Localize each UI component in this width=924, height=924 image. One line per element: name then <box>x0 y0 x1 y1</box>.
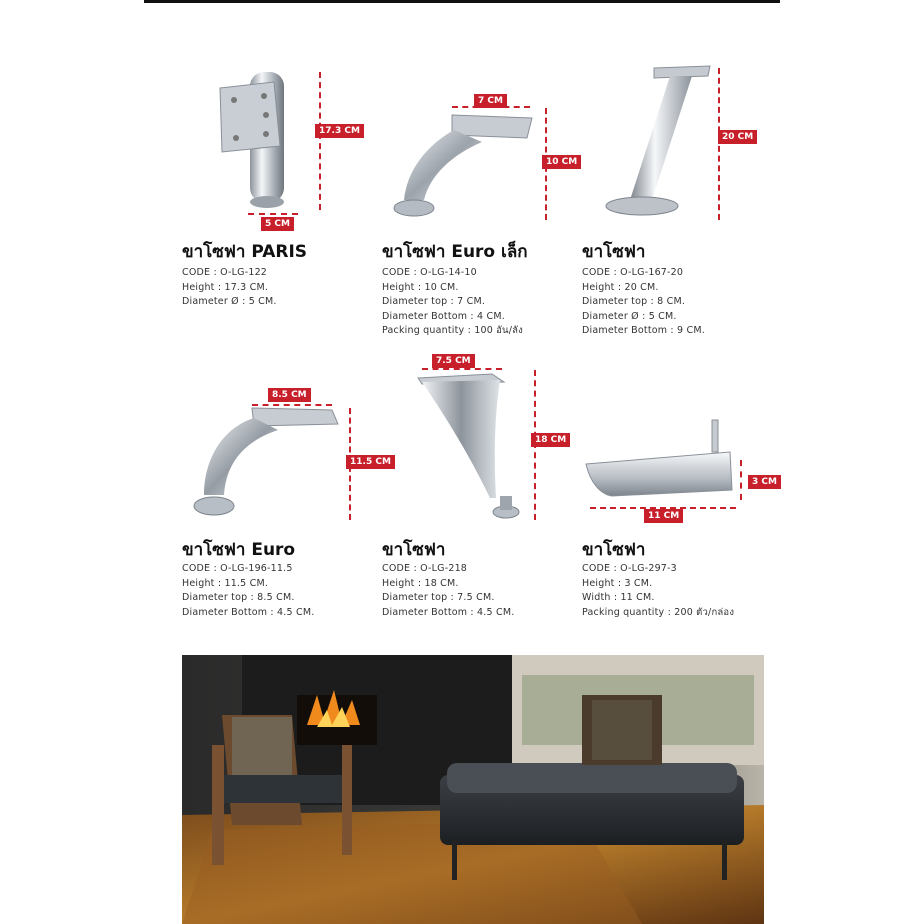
product-card-euro <box>182 360 391 690</box>
product-card-lg-167 <box>582 60 782 390</box>
spec-line: Diameter top : 7 CM. <box>382 296 486 307</box>
height-dimension-tag: 20 CM <box>718 130 757 144</box>
product-image-lg-167 <box>582 60 782 230</box>
product-image-lg-297 <box>582 360 782 530</box>
top-rule <box>144 0 780 3</box>
width-dimension-line <box>252 404 332 406</box>
living-room-photo <box>182 655 764 924</box>
width-dimension-tag: 7.5 CM <box>432 354 475 368</box>
spec-line: Diameter Bottom : 4 CM. <box>382 310 505 322</box>
product-specs <box>182 266 277 310</box>
spec-line: Packing quantity : 200 ตัว/กล่อง <box>582 606 735 618</box>
product-card-paris <box>182 60 382 390</box>
product-image-euro-small <box>382 60 582 230</box>
spec-line: Height : 3 CM. <box>582 577 653 589</box>
width-dimension-tag: 8.5 CM <box>268 388 311 402</box>
spec-line: Diameter top : 8 CM. <box>582 296 686 307</box>
width-dimension-tag: 7 CM <box>474 94 507 108</box>
product-title: ขาโซฟา PARIS <box>182 242 308 262</box>
spec-line: Packing quantity : 100 อัน/ลัง <box>382 325 524 336</box>
spec-line: Height : 20 CM. <box>582 281 659 293</box>
spec-line: Height : 18 CM. <box>382 577 459 589</box>
product-specs <box>382 562 514 620</box>
spec-line: Height : 17.3 CM. <box>182 281 269 293</box>
product-title: ขาโซฟา <box>582 540 646 560</box>
height-dimension-line <box>718 68 720 220</box>
spec-line: Diameter Bottom : 4.5 CM. <box>382 606 515 618</box>
height-dimension-tag: 17.3 CM <box>315 124 364 138</box>
spec-line: Height : 11.5 CM. <box>182 577 269 589</box>
product-image-paris <box>182 60 382 230</box>
spec-line: Diameter Ø : 5 CM. <box>582 310 677 322</box>
living-room-illustration <box>182 655 764 924</box>
height-dimension-line <box>319 72 321 210</box>
product-title: ขาโซฟา Euro เล็ก <box>382 242 528 262</box>
spec-line: CODE : O-LG-14-10 <box>382 267 477 278</box>
spec-line: Diameter Ø : 5 CM. <box>182 296 277 307</box>
height-dimension-tag: 18 CM <box>531 433 570 447</box>
height-dimension-tag: 10 CM <box>542 155 581 169</box>
product-card-lg-297 <box>582 360 782 690</box>
spec-line: CODE : O-LG-167-20 <box>582 267 684 278</box>
product-title: ขาโซฟา <box>582 242 646 262</box>
spec-line: CODE : O-LG-297-3 <box>582 563 677 574</box>
width-dimension-tag: 5 CM <box>261 217 294 231</box>
height-dimension-tag: 11.5 CM <box>346 455 395 469</box>
product-card-lg-218 <box>382 356 582 690</box>
spec-line: Diameter top : 8.5 CM. <box>182 592 295 603</box>
width-dimension-tag: 11 CM <box>644 509 683 523</box>
height-dimension-line <box>740 460 742 500</box>
height-dimension-tag: 3 CM <box>748 475 781 489</box>
product-specs <box>382 266 523 339</box>
width-dimension-line <box>248 213 298 215</box>
product-card-euro-small <box>382 60 582 390</box>
spec-line: CODE : O-LG-122 <box>182 267 268 278</box>
spec-line: CODE : O-LG-218 <box>382 563 468 574</box>
spec-line: CODE : O-LG-196-11.5 <box>182 563 293 574</box>
product-title: ขาโซฟา <box>382 540 446 560</box>
spec-line: Width : 11 CM. <box>582 592 655 603</box>
product-title: ขาโซฟา Euro <box>182 540 296 560</box>
product-specs <box>582 266 705 339</box>
width-dimension-line <box>422 368 502 370</box>
spec-line: Height : 10 CM. <box>382 281 459 293</box>
product-specs <box>582 562 734 620</box>
product-image-euro <box>182 360 382 530</box>
spec-line: Diameter Bottom : 9 CM. <box>582 325 705 336</box>
spec-line: Diameter Bottom : 4.5 CM. <box>182 606 315 618</box>
spec-line: Diameter top : 7.5 CM. <box>382 592 495 603</box>
product-specs <box>182 562 314 620</box>
